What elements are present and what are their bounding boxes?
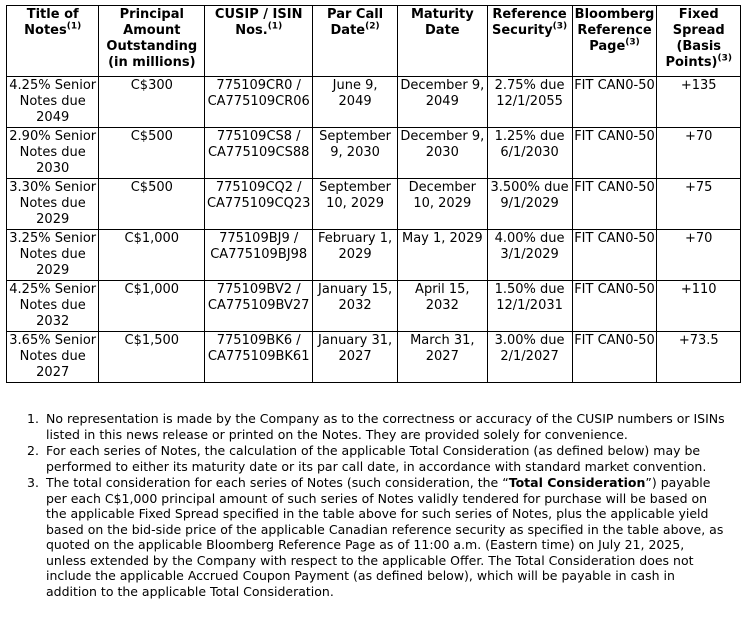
- table-row: [7, 281, 741, 332]
- cell-title: 3.30% Senior Notes due 2029: [7, 179, 99, 230]
- cell-par-call: January 31, 2027: [313, 332, 398, 383]
- header-reference-security: Reference Security$^{(3)}$: [487, 6, 572, 77]
- cell-principal: C$500: [99, 128, 205, 179]
- cell-title: 4.25% Senior Notes due 2049: [7, 77, 99, 128]
- cell-reference: 1.25% due 6/1/2030: [487, 128, 572, 179]
- cell-reference: 3.500% due 9/1/2029: [487, 179, 572, 230]
- table-row: [7, 230, 741, 281]
- table-row: [7, 128, 741, 179]
- cell-cusip: 775109CR0 / CA775109CR06: [205, 77, 313, 128]
- header-bloomberg-page: Bloomberg Reference Page$^{(3)}$: [572, 6, 657, 77]
- cell-cusip: 775109CQ2 / CA775109CQ23: [205, 179, 313, 230]
- cell-reference: 4.00% due 3/1/2029: [487, 230, 572, 281]
- cell-par-call: January 15, 2032: [313, 281, 398, 332]
- cell-principal: C$1,000: [99, 281, 205, 332]
- footnote-text-lead: The total consideration for each series of Notes (such consideration, the “: [46, 475, 509, 490]
- cell-spread: +70: [657, 128, 741, 179]
- table-header-row: [7, 6, 741, 77]
- footnote-number: 1.: [27, 411, 39, 426]
- footnotes: [27, 411, 727, 600]
- notes-table: [6, 5, 741, 383]
- table-row: [7, 332, 741, 383]
- header-fixed-spread: Fixed Spread (Basis Points)$^{(3)}$: [657, 6, 741, 77]
- cell-par-call: September 9, 2030: [313, 128, 398, 179]
- footnote-text-rest: ”) payable per each C$1,000 principal amount of such series of Notes validly tendered for purchase will be based on the applicable Fixed Spread specified in the table above for such series of Notes, plus the applicable yield based on the bid-side price of the applicable Canadian reference security as specified in the table above, as quoted on the applicable Bloomberg Reference Page as of 11:00 a.m. (Eastern time) on July 21, 2025, unless extended by the Company with respect to the applicable Offer. The Total Consideration does not include the applicable Accrued Coupon Payment (as defined below), which will be payable in cash in addition to the applicable Total Consideration.: [46, 475, 724, 599]
- cell-title: 4.25% Senior Notes due 2032: [7, 281, 99, 332]
- cell-maturity: December 9, 2049: [397, 77, 487, 128]
- cell-par-call: June 9, 2049: [313, 77, 398, 128]
- cell-maturity: March 31, 2027: [397, 332, 487, 383]
- footnote-number: 3.: [27, 475, 39, 490]
- footnote-number: 2.: [27, 443, 39, 458]
- cell-cusip: 775109BJ9 / CA775109BJ98: [205, 230, 313, 281]
- footnote-3: [27, 475, 727, 599]
- cell-reference: 2.75% due 12/1/2055: [487, 77, 572, 128]
- cell-spread: +110: [657, 281, 741, 332]
- footnote-text: No representation is made by the Company as to the correctness or accuracy of the CUSIP numbers or ISINs listed in this news release or printed on the Notes. They are provided solely for convenience.: [46, 411, 725, 442]
- cell-bloomberg: FIT CAN0-50: [572, 332, 657, 383]
- cell-maturity: April 15, 2032: [397, 281, 487, 332]
- cell-spread: +70: [657, 230, 741, 281]
- header-title-of-notes: Title of Notes$^{(1)}$: [7, 6, 99, 77]
- cell-principal: C$500: [99, 179, 205, 230]
- cell-par-call: September 10, 2029: [313, 179, 398, 230]
- footnote-2: [27, 443, 727, 474]
- cell-title: 2.90% Senior Notes due 2030: [7, 128, 99, 179]
- cell-title: 3.65% Senior Notes due 2027: [7, 332, 99, 383]
- table-row: [7, 179, 741, 230]
- cell-principal: C$1,500: [99, 332, 205, 383]
- cell-maturity: May 1, 2029: [397, 230, 487, 281]
- footnote-1: [27, 411, 727, 442]
- cell-spread: +73.5: [657, 332, 741, 383]
- cell-bloomberg: FIT CAN0-50: [572, 230, 657, 281]
- cell-reference: 3.00% due 2/1/2027: [487, 332, 572, 383]
- cell-cusip: 775109CS8 / CA775109CS88: [205, 128, 313, 179]
- cell-maturity: December 10, 2029: [397, 179, 487, 230]
- header-par-call-date: Par Call Date$^{(2)}$: [313, 6, 398, 77]
- cell-principal: C$1,000: [99, 230, 205, 281]
- cell-reference: 1.50% due 12/1/2031: [487, 281, 572, 332]
- cell-spread: +75: [657, 179, 741, 230]
- cell-cusip: 775109BV2 / CA775109BV27: [205, 281, 313, 332]
- header-maturity-date: Maturity Date: [397, 6, 487, 77]
- cell-cusip: 775109BK6 / CA775109BK61: [205, 332, 313, 383]
- cell-bloomberg: FIT CAN0-50: [572, 77, 657, 128]
- defined-term: Total Consideration: [508, 475, 646, 490]
- footnote-text: For each series of Notes, the calculation of the applicable Total Consideration (as defined below) may be performed to either its maturity date or its par call date, in accordance with standard market convention.: [46, 443, 707, 474]
- cell-principal: C$300: [99, 77, 205, 128]
- cell-maturity: December 9, 2030: [397, 128, 487, 179]
- cell-title: 3.25% Senior Notes due 2029: [7, 230, 99, 281]
- cell-bloomberg: FIT CAN0-50: [572, 179, 657, 230]
- cell-bloomberg: FIT CAN0-50: [572, 281, 657, 332]
- header-principal-amount: Principal Amount Outstanding (in millions): [99, 6, 205, 77]
- cell-bloomberg: FIT CAN0-50: [572, 128, 657, 179]
- cell-par-call: February 1, 2029: [313, 230, 398, 281]
- cell-spread: +135: [657, 77, 741, 128]
- table-row: [7, 77, 741, 128]
- header-cusip-isin: CUSIP / ISIN Nos.$^{(1)}$: [205, 6, 313, 77]
